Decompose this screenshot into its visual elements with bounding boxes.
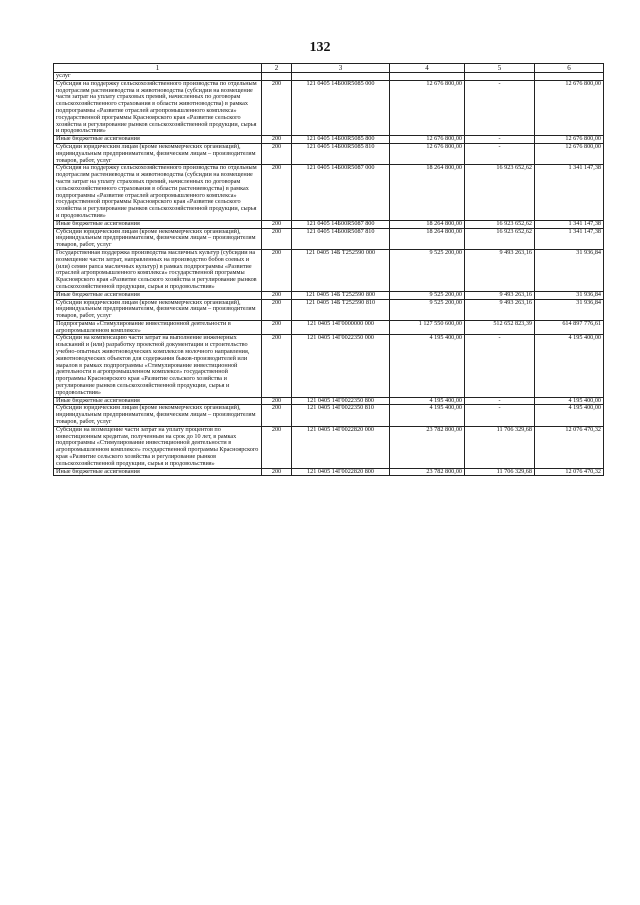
row-name-cell: Субсидии юридическим лицам (кроме некоммерческих организаций), индивидуальным предпринимателям, физическим лицам – производителям товаров, работ, услуг bbox=[54, 405, 262, 426]
table-row bbox=[54, 468, 604, 476]
row-csr-cell: 121 0405 14Б00R5085 810 bbox=[292, 143, 390, 164]
row-code-cell: 200 bbox=[262, 228, 292, 249]
row-name-cell: Иные бюджетные ассигнования bbox=[54, 468, 262, 476]
table-row bbox=[54, 291, 604, 299]
row-executed-cell: - bbox=[465, 143, 535, 164]
row-executed-cell: 9 493 263,16 bbox=[465, 291, 535, 299]
row-remaining-cell: 1 341 147,38 bbox=[535, 165, 604, 220]
row-csr-cell: 121 0405 14Г0022820 000 bbox=[292, 426, 390, 468]
row-csr-cell: 121 0405 14Г0022820 800 bbox=[292, 468, 390, 476]
row-name-cell: Иные бюджетные ассигнования bbox=[54, 397, 262, 405]
row-approved-cell: 18 264 800,00 bbox=[390, 165, 465, 220]
row-code-cell: 200 bbox=[262, 249, 292, 291]
row-approved-cell: 23 782 800,00 bbox=[390, 426, 465, 468]
table-row bbox=[54, 143, 604, 164]
row-approved-cell: 9 525 200,00 bbox=[390, 291, 465, 299]
row-csr-cell: 121 0405 14Б00R5087 000 bbox=[292, 165, 390, 220]
column-header: 2 bbox=[262, 64, 292, 73]
table-row bbox=[54, 426, 604, 468]
row-executed-cell: 512 652 823,39 bbox=[465, 320, 535, 335]
row-remaining-cell: 4 195 400,00 bbox=[535, 405, 604, 426]
table-row bbox=[54, 165, 604, 220]
row-csr-cell: 121 0405 14Б00R5087 800 bbox=[292, 220, 390, 228]
table-row bbox=[54, 335, 604, 397]
row-remaining-cell: 12 676 800,00 bbox=[535, 80, 604, 135]
row-approved-cell: 18 264 800,00 bbox=[390, 228, 465, 249]
row-executed-cell: 16 923 652,62 bbox=[465, 220, 535, 228]
row-name-cell: Государственная поддержка производства масличных культур (субсидии на возмещение части затрат, направленных на производство бобов соевых и (или) семян рапса масличных культур) в рамках подпрограммы «Развитие отраслей агропромышленного комплекса» государственной программы Красноярского края «Развитие сельского хозяйства и регулирование рынков сельскохозяйственной продукции, сырья и продовольствия» bbox=[54, 249, 262, 291]
row-remaining-cell: 4 195 400,00 bbox=[535, 397, 604, 405]
column-header: 5 bbox=[465, 64, 535, 73]
row-name-cell: услуг bbox=[54, 73, 262, 81]
row-executed-cell: 11 706 329,68 bbox=[465, 426, 535, 468]
row-name-cell: Субсидии юридическим лицам (кроме некоммерческих организаций), индивидуальным предпринимателям, физическим лицам – производителям товаров, работ, услуг bbox=[54, 228, 262, 249]
row-name-cell: Иные бюджетные ассигнования bbox=[54, 291, 262, 299]
row-approved-cell: 12 676 800,00 bbox=[390, 143, 465, 164]
budget-table bbox=[53, 63, 604, 476]
row-code-cell: 200 bbox=[262, 397, 292, 405]
row-code-cell: 200 bbox=[262, 320, 292, 335]
row-remaining-cell: 4 195 400,00 bbox=[535, 335, 604, 397]
row-name-cell: Субсидии на компенсацию части затрат на выполнение инженерных изысканий и (или) разработку проектной документации и строительство учебно-опытных животноводческих комплексов молочного направления, животноводческих объектов для содержания быков-производителей или маралов в рамках подпрограммы «Стимулирование инвестиционной деятельности в агропромышленном комплексе» государственной программы Красноярского края «Развитие сельского хозяйства и регулирование рынков сельскохозяйственной продукции, сырья и продовольствия» bbox=[54, 335, 262, 397]
row-name-cell: Субсидия на поддержку сельскохозяйственного производства по отдельным подотраслям растениеводства и животноводства (субсидии на возмещение части затрат на уплату страховых премий, начисленных по договорам сельскохозяйственного страхования в области растениеводства) в рамках подпрограммы «Развитие отраслей агропромышленного комплекса» государственной программы Красноярского края «Развитие сельского хозяйства и регулирование рынков сельскохозяйственной продукции, сырья и продовольствия» bbox=[54, 165, 262, 220]
row-code-cell: 200 bbox=[262, 143, 292, 164]
table-row bbox=[54, 405, 604, 426]
column-header: 1 bbox=[54, 64, 262, 73]
table-row bbox=[54, 228, 604, 249]
row-approved-cell: 4 195 400,00 bbox=[390, 405, 465, 426]
row-remaining-cell: 1 341 147,38 bbox=[535, 228, 604, 249]
row-code-cell: 200 bbox=[262, 405, 292, 426]
row-name-cell: Субсидии на возмещение части затрат на уплату процентов по инвестиционным кредитам, полученным на срок до 10 лет, в рамках подпрограммы «Стимулирование инвестиционной деятельности в агропромышленном комплексе» государственной программы Красноярского края «Развитие сельского хозяйства и регулирование рынков сельскохозяйственной продукции, сырья и продовольствия» bbox=[54, 426, 262, 468]
row-code-cell: 200 bbox=[262, 468, 292, 476]
row-remaining-cell: 31 936,84 bbox=[535, 291, 604, 299]
row-csr-cell: 121 0405 14Б00R5087 810 bbox=[292, 228, 390, 249]
row-approved-cell: 12 676 800,00 bbox=[390, 136, 465, 144]
row-csr-cell: 121 0405 14Б Т252590 000 bbox=[292, 249, 390, 291]
row-remaining-cell: 614 897 776,61 bbox=[535, 320, 604, 335]
row-executed-cell: 11 706 329,68 bbox=[465, 468, 535, 476]
row-approved-cell: 12 676 800,00 bbox=[390, 80, 465, 135]
row-executed-cell: 16 923 652,62 bbox=[465, 165, 535, 220]
row-code-cell: 200 bbox=[262, 299, 292, 320]
row-executed-cell: - bbox=[465, 405, 535, 426]
row-approved-cell: 9 525 200,00 bbox=[390, 249, 465, 291]
row-code-cell: 200 bbox=[262, 165, 292, 220]
table-body bbox=[54, 73, 604, 476]
table-row bbox=[54, 249, 604, 291]
row-code-cell: 200 bbox=[262, 136, 292, 144]
row-csr-cell: 121 0405 14Г0022350 000 bbox=[292, 335, 390, 397]
column-header: 3 bbox=[292, 64, 390, 73]
row-name-cell: Иные бюджетные ассигнования bbox=[54, 136, 262, 144]
table-row bbox=[54, 320, 604, 335]
table-row bbox=[54, 80, 604, 135]
row-name-cell: Иные бюджетные ассигнования bbox=[54, 220, 262, 228]
row-code-cell: 200 bbox=[262, 80, 292, 135]
row-remaining-cell: 12 676 800,00 bbox=[535, 143, 604, 164]
row-executed-cell: - bbox=[465, 80, 535, 135]
row-code-cell: 200 bbox=[262, 220, 292, 228]
row-csr-cell: 121 0405 14Б Т252590 810 bbox=[292, 299, 390, 320]
row-executed-cell: - bbox=[465, 397, 535, 405]
row-csr-cell: 121 0405 14Б Т252590 800 bbox=[292, 291, 390, 299]
row-code-cell: 200 bbox=[262, 291, 292, 299]
table-row bbox=[54, 299, 604, 320]
row-executed-cell: 16 923 652,62 bbox=[465, 228, 535, 249]
row-name-cell: Субсидия на поддержку сельскохозяйственного производства по отдельным подотраслям растениеводства и животноводства (субсидии на возмещение части затрат на уплату страховых премий, начисленных по договорам сельскохозяйственного страхования в области животноводства) в рамках подпрограммы «Развитие отраслей агропромышленного комплекса» государственной программы Красноярского края «Развитие сельского хозяйства и регулирование рынков сельскохозяйственной продукции, сырья и продовольствия» bbox=[54, 80, 262, 135]
row-name-cell: Субсидии юридическим лицам (кроме некоммерческих организаций), индивидуальным предпринимателям, физическим лицам – производителям товаров, работ, услуг bbox=[54, 143, 262, 164]
column-header: 4 bbox=[390, 64, 465, 73]
row-remaining-cell: 1 341 147,38 bbox=[535, 220, 604, 228]
row-name-cell: Подпрограмма «Стимулирование инвестиционной деятельности в агропромышленном комплексе» bbox=[54, 320, 262, 335]
row-approved-cell: 23 782 800,00 bbox=[390, 468, 465, 476]
row-approved-cell: 4 195 400,00 bbox=[390, 397, 465, 405]
row-approved-cell: 18 264 800,00 bbox=[390, 220, 465, 228]
row-executed-cell: 9 493 263,16 bbox=[465, 299, 535, 320]
row-approved-cell: 1 127 550 600,00 bbox=[390, 320, 465, 335]
table-row bbox=[54, 220, 604, 228]
row-approved-cell: 4 195 400,00 bbox=[390, 335, 465, 397]
page-number: 132 bbox=[309, 40, 331, 55]
row-csr-cell: 121 0405 14Б00R5085 000 bbox=[292, 80, 390, 135]
row-remaining-cell: 31 936,84 bbox=[535, 299, 604, 320]
row-remaining-cell: 12 676 800,00 bbox=[535, 136, 604, 144]
column-header: 6 bbox=[535, 64, 604, 73]
row-csr-cell: 121 0405 14Г0000000 000 bbox=[292, 320, 390, 335]
row-csr-cell: 121 0405 14Б00R5085 800 bbox=[292, 136, 390, 144]
row-csr-cell: 121 0405 14Г0022350 800 bbox=[292, 397, 390, 405]
row-name-cell: Субсидии юридическим лицам (кроме некоммерческих организаций), индивидуальным предпринимателям, физическим лицам – производителям товаров, работ, услуг bbox=[54, 299, 262, 320]
row-remaining-cell: 12 076 470,32 bbox=[535, 426, 604, 468]
row-executed-cell: 9 493 263,16 bbox=[465, 249, 535, 291]
row-remaining-cell: 31 936,84 bbox=[535, 249, 604, 291]
row-code-cell: 200 bbox=[262, 335, 292, 397]
row-csr-cell: 121 0405 14Г0022350 810 bbox=[292, 405, 390, 426]
row-remaining-cell: 12 076 470,32 bbox=[535, 468, 604, 476]
row-approved-cell: 9 525 200,00 bbox=[390, 299, 465, 320]
row-executed-cell: - bbox=[465, 335, 535, 397]
row-code-cell: 200 bbox=[262, 426, 292, 468]
header-row bbox=[54, 64, 604, 73]
row-executed-cell: - bbox=[465, 136, 535, 144]
